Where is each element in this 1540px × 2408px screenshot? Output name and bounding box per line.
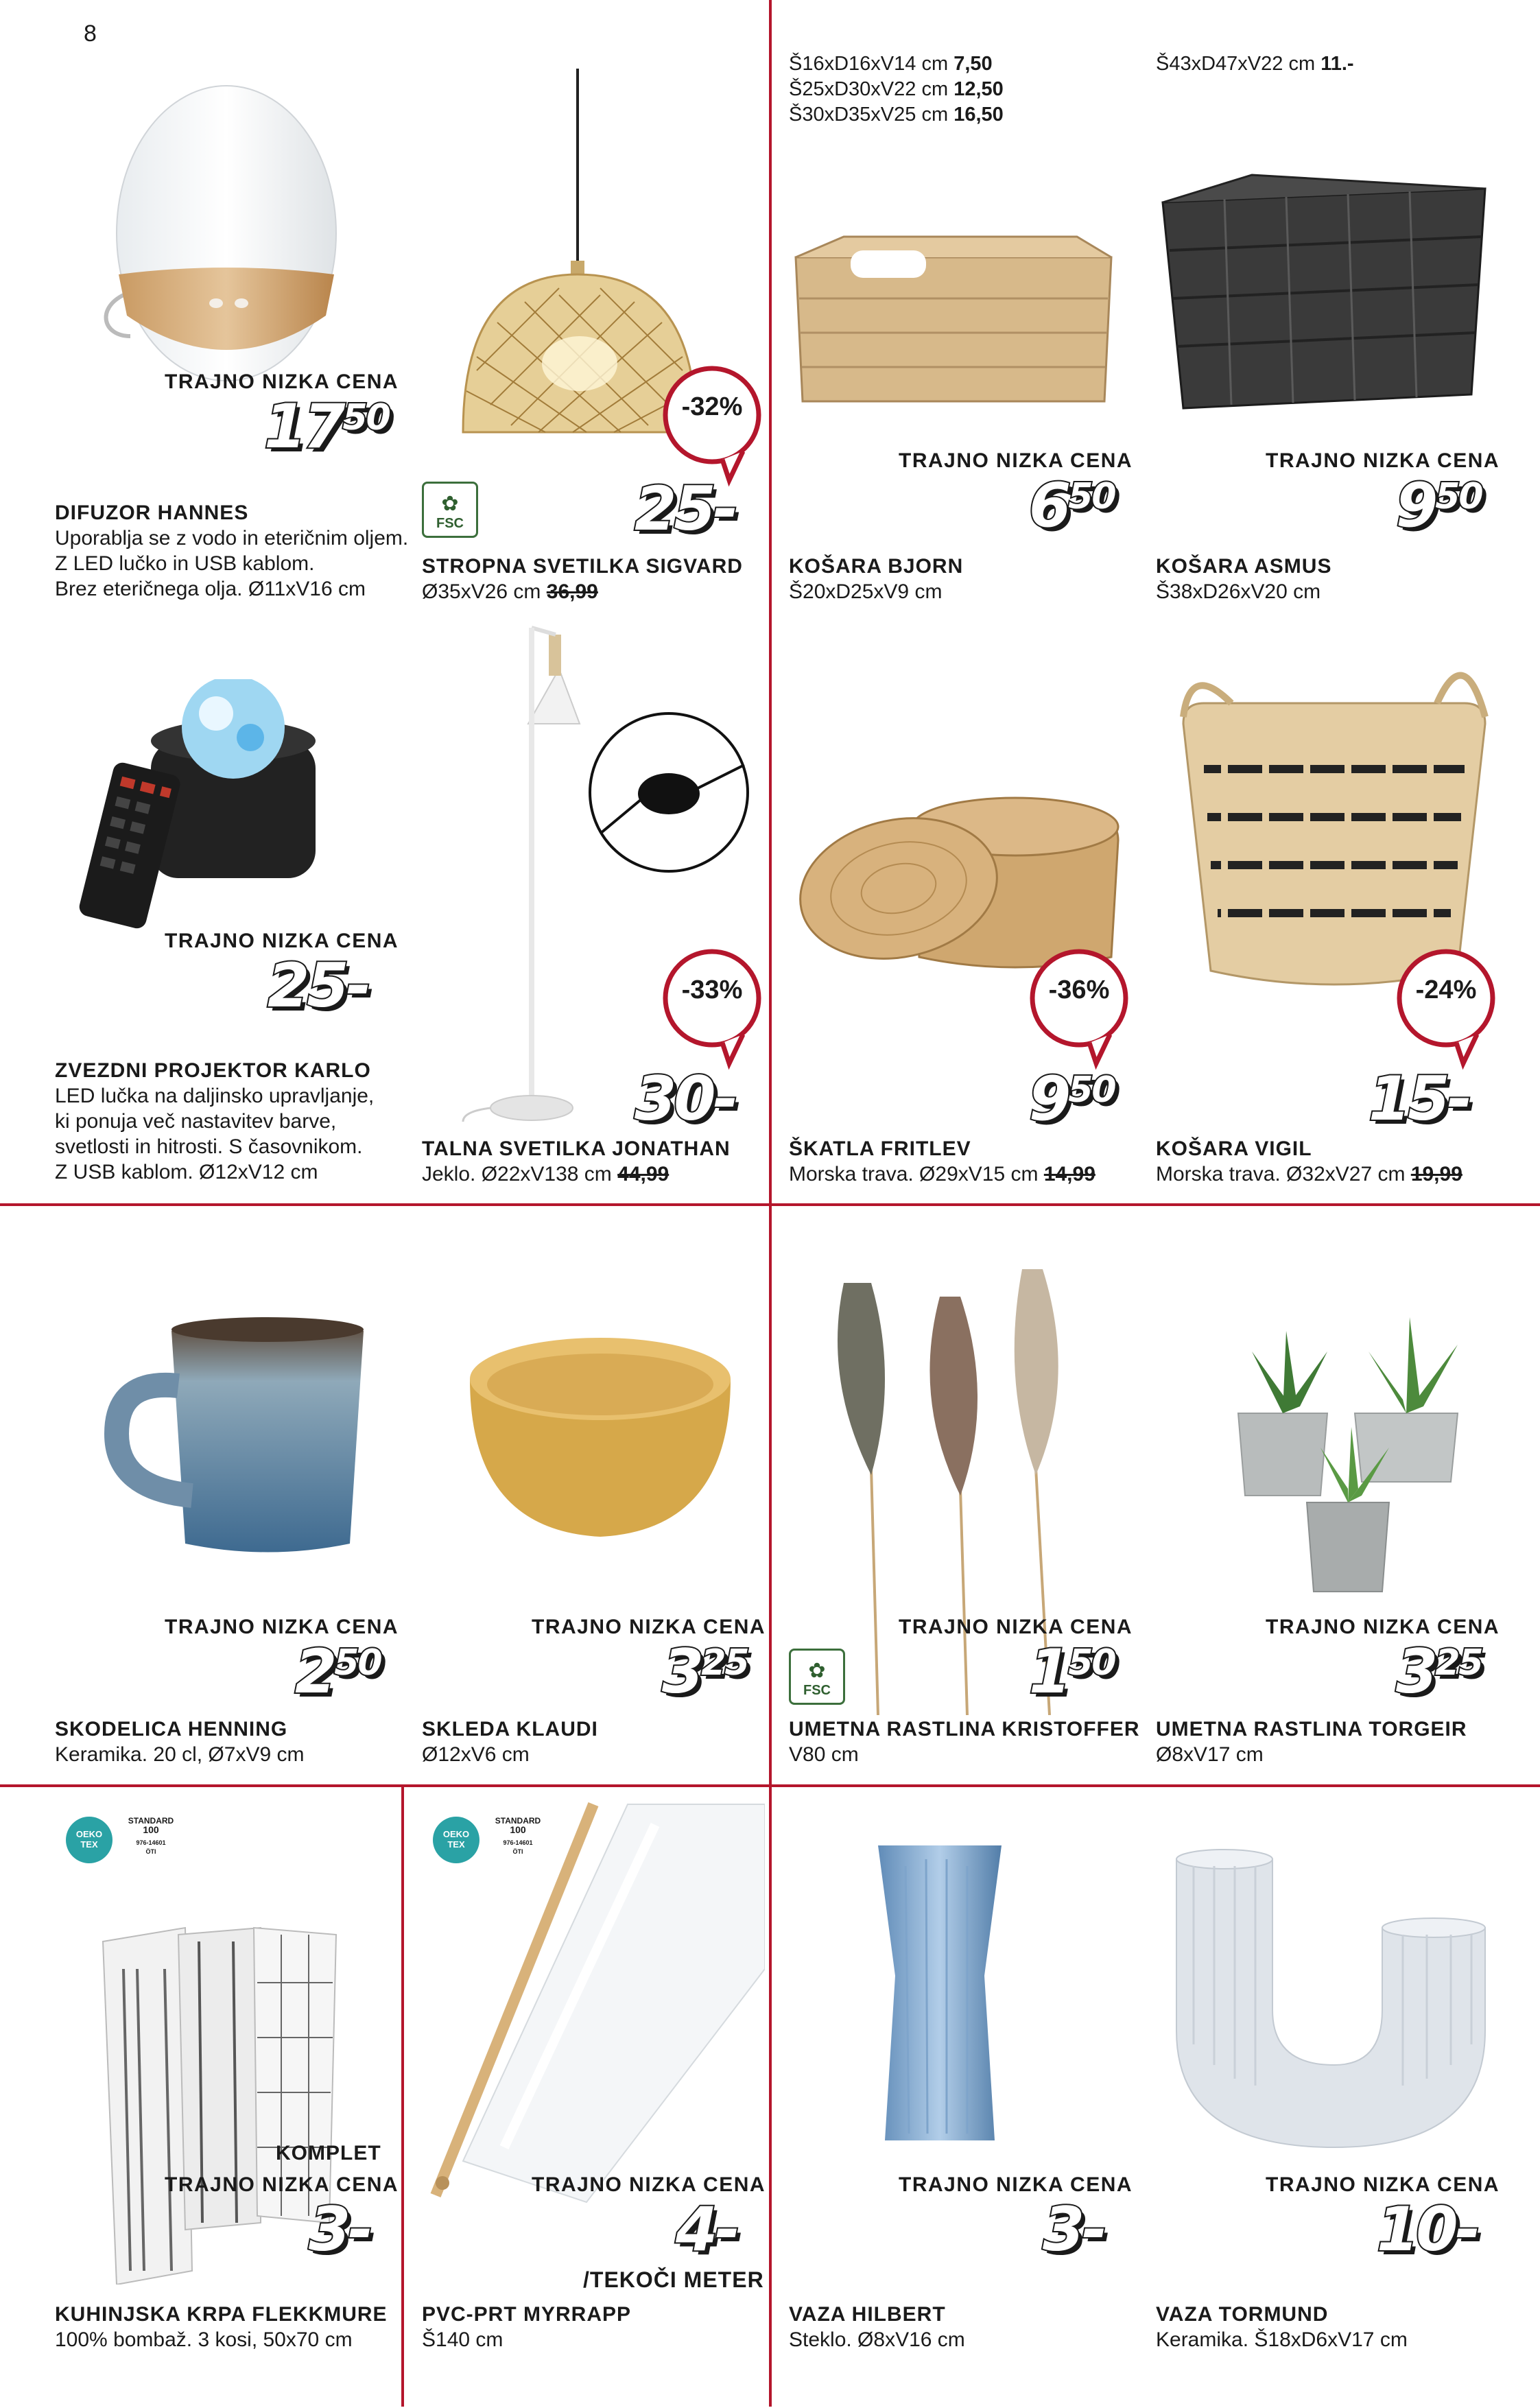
always-low-price-label: TRAJNO NIZKA CENA	[899, 2173, 1133, 2196]
size-price-list	[789, 51, 1004, 128]
product-desc: Morska trava. Ø29xV15 cm	[789, 1163, 1039, 1185]
basket-vigil-image	[1156, 614, 1513, 998]
product-torgeir	[1156, 1276, 1513, 1784]
price-main: 15	[1369, 1063, 1447, 1134]
price-cents: 50	[1068, 1642, 1115, 1684]
size-option	[1156, 51, 1354, 77]
price	[635, 1063, 738, 1134]
box-fritlev-image	[789, 614, 1146, 998]
price-cents: 50	[342, 397, 390, 438]
oeko-standard: STANDARD	[495, 1816, 541, 1826]
glass-vase-image	[864, 1839, 1015, 2154]
price-dash: -	[713, 1063, 738, 1134]
always-low-price-label: TRAJNO NIZKA CENA	[532, 1616, 766, 1638]
price	[1396, 1636, 1482, 1707]
size-price: 16,50	[953, 104, 1004, 126]
price-cents: 50	[334, 1642, 381, 1684]
discount-text: -32%	[681, 392, 743, 421]
discount-badge	[1028, 947, 1130, 1050]
unit-label: /TEKOČI METER	[583, 2267, 764, 2292]
product-name: KOŠARA VIGIL	[1156, 1137, 1312, 1160]
product-sigvard	[422, 62, 779, 611]
size-price: 11.-	[1320, 53, 1354, 75]
fsc-logo: ✿ FSC	[422, 482, 478, 538]
price-main: 25	[635, 473, 713, 544]
size-dims: Š16xD16xV14 cm	[789, 53, 949, 75]
product-name: VAZA TORMUND	[1156, 2303, 1329, 2326]
product-name: STROPNA SVETILKA SIGVARD	[422, 555, 743, 578]
price	[1043, 2194, 1107, 2265]
bowl-image	[422, 1303, 779, 1564]
price	[1029, 1063, 1115, 1134]
product-hannes	[55, 62, 412, 611]
product-karlo	[55, 679, 412, 1201]
oeko-num: 100	[143, 1824, 159, 1835]
product-tormund	[1156, 1811, 1513, 2408]
product-vigil	[1156, 614, 1513, 1204]
always-low-price-label: TRAJNO NIZKA CENA	[899, 1616, 1133, 1638]
product-name: UMETNA RASTLINA TORGEIR	[1156, 1718, 1467, 1740]
product-desc-line-1: Uporablja se z vodo in eteričnim oljem.	[55, 527, 409, 550]
oeko-code: 976-14601	[503, 1839, 533, 1846]
discount-badge	[661, 364, 763, 467]
price	[309, 2194, 373, 2265]
always-low-price-label: TRAJNO NIZKA CENA	[1266, 449, 1500, 472]
product-desc: Jeklo. Ø22xV138 cm	[422, 1163, 612, 1185]
product-desc-line-2: ki ponuja več nastavitev barve,	[55, 1110, 337, 1133]
always-low-price-label: TRAJNO NIZKA CENA	[1266, 1616, 1500, 1638]
product-desc: Keramika. 20 cl, Ø7xV9 cm	[55, 1743, 305, 1766]
star-projector-image	[55, 679, 412, 933]
price	[662, 1636, 748, 1707]
fsc-text: FSC	[803, 1683, 831, 1698]
always-low-price-label: TRAJNO NIZKA CENA	[532, 2173, 766, 2196]
always-low-price-label: TRAJNO NIZKA CENA	[165, 2173, 399, 2196]
always-low-price-label: TRAJNO NIZKA CENA	[165, 370, 399, 393]
price-dash: -	[1455, 2194, 1480, 2265]
price	[1369, 1063, 1472, 1134]
product-desc: Š38xD26xV20 cm	[1156, 580, 1321, 603]
product-name: UMETNA RASTLINA KRISTOFFER	[789, 1718, 1140, 1740]
price-dash: -	[346, 950, 371, 1021]
price-dash: -	[713, 473, 738, 544]
price-main: 9	[1029, 1063, 1069, 1134]
fsc-text: FSC	[436, 516, 464, 531]
always-low-price-label: TRAJNO NIZKA CENA	[899, 449, 1133, 472]
product-desc-line-3: Brez eteričnega olja. Ø11xV16 cm	[55, 578, 366, 600]
price-cents: 25	[701, 1642, 748, 1684]
price-main: 17	[264, 391, 343, 462]
size-dims: Š30xD35xV25 cm	[789, 104, 949, 126]
discount-badge	[661, 947, 763, 1050]
price	[1377, 2194, 1480, 2265]
oeko-tex-label	[62, 1811, 174, 1866]
product-name: KOŠARA ASMUS	[1156, 555, 1332, 578]
always-low-price-label: TRAJNO NIZKA CENA	[1266, 2173, 1500, 2196]
oeko-inst: ÖTI	[145, 1848, 156, 1855]
product-henning	[55, 1303, 412, 1784]
price-dash: -	[715, 2194, 740, 2265]
mug-image	[55, 1303, 412, 1564]
size-option	[789, 77, 1004, 102]
product-hilbert	[789, 1811, 1146, 2408]
product-desc: Ø35xV26 cm	[422, 580, 541, 603]
product-desc: Morska trava. Ø32xV27 cm	[1156, 1163, 1406, 1185]
product-desc: Keramika. Š18xD6xV17 cm	[1156, 2328, 1408, 2351]
product-name: VAZA HILBERT	[789, 2303, 946, 2326]
oeko-brand: OEKO TEX	[75, 1829, 103, 1850]
always-low-price-label: TRAJNO NIZKA CENA	[165, 1616, 399, 1638]
price-main: 6	[1029, 470, 1069, 541]
product-name: SKLEDA KLAUDI	[422, 1718, 598, 1740]
price-main: 30	[635, 1063, 713, 1134]
price-main: 3	[309, 2194, 348, 2265]
product-name: KUHINJSKA KRPA FLEKKMURE	[55, 2303, 388, 2326]
price-main: 2	[295, 1636, 335, 1707]
page-number: 8	[84, 21, 97, 47]
product-desc: V80 cm	[789, 1743, 859, 1766]
size-dims: Š25xD30xV22 cm	[789, 78, 949, 100]
oeko-standard: STANDARD	[128, 1816, 174, 1826]
price	[295, 1636, 381, 1707]
diffuser-image	[55, 62, 412, 384]
price-main: 25	[268, 950, 346, 1021]
discount-text: -24%	[1415, 976, 1477, 1004]
oeko-inst: ÖTI	[512, 1848, 523, 1855]
price-cents: 50	[1435, 476, 1482, 517]
size-price: 7,50	[953, 53, 993, 75]
always-low-price-label: TRAJNO NIZKA CENA	[165, 930, 399, 952]
price-cents: 25	[1435, 1642, 1482, 1684]
product-desc: Steklo. Ø8xV16 cm	[789, 2328, 965, 2351]
price-main: 10	[1377, 2194, 1456, 2265]
price-main: 3	[1043, 2194, 1082, 2265]
horizontal-divider-2	[0, 1784, 1540, 1787]
size-price: 12,50	[953, 78, 1004, 100]
product-fritlev	[789, 614, 1146, 1204]
product-flekkmure	[55, 1811, 398, 2408]
discount-badge	[1395, 947, 1497, 1050]
price	[676, 2194, 740, 2265]
price-cents: 50	[1068, 1070, 1115, 1111]
price-main: 9	[1396, 470, 1436, 541]
product-desc: 100% bombaž. 3 kosi, 50x70 cm	[55, 2328, 353, 2351]
discount-text: -36%	[1048, 976, 1110, 1004]
size-option	[789, 102, 1004, 128]
old-price: 44,99	[617, 1163, 670, 1185]
set-label: KOMPLET	[276, 2142, 381, 2164]
product-desc: Ø8xV17 cm	[1156, 1743, 1264, 1766]
price	[635, 473, 738, 544]
product-klaudi	[422, 1303, 779, 1784]
product-desc: Ø12xV6 cm	[422, 1743, 530, 1766]
artificial-plant-image	[1156, 1276, 1513, 1598]
price-main: 4	[676, 2194, 715, 2265]
price	[1396, 470, 1482, 541]
price-dash: -	[348, 2194, 373, 2265]
price-dash: -	[1447, 1063, 1472, 1134]
price-main: 3	[1396, 1636, 1436, 1707]
price-dash: -	[1082, 2194, 1107, 2265]
product-name: TALNA SVETILKA JONATHAN	[422, 1137, 731, 1160]
product-myrrapp	[422, 1811, 765, 2408]
basket-bjorn-image	[789, 230, 1118, 422]
size-dims: Š43xD47xV22 cm	[1156, 53, 1316, 75]
price-cents: 50	[1068, 476, 1115, 517]
price	[1029, 1636, 1115, 1707]
size-price-list	[1156, 51, 1354, 77]
price	[1029, 470, 1115, 541]
product-desc-line-1: LED lučka na daljinsko upravljanje,	[55, 1085, 375, 1107]
product-kristoffer	[789, 1242, 1146, 1784]
oeko-num: 100	[510, 1824, 526, 1835]
product-jonathan	[422, 614, 779, 1204]
product-desc-line-3: svetlosti in hitrosti. S časovnikom.	[55, 1135, 363, 1158]
old-price: 36,99	[546, 580, 598, 603]
price	[264, 391, 390, 462]
oeko-code: 976-14601	[136, 1839, 166, 1846]
oeko-brand: OEKO TEX	[442, 1829, 470, 1850]
fsc-logo: ✿ FSC	[789, 1649, 845, 1705]
product-desc-line-4: Z USB kablom. Ø12xV12 cm	[55, 1161, 318, 1183]
product-name: DIFUZOR HANNES	[55, 501, 249, 524]
product-desc: Š20xD25xV9 cm	[789, 580, 943, 603]
basket-asmus-image	[1156, 168, 1492, 415]
product-name: KOŠARA BJORN	[789, 555, 964, 578]
price-main: 3	[662, 1636, 702, 1707]
old-price: 14,99	[1043, 1163, 1095, 1185]
price	[268, 950, 371, 1021]
price-main: 1	[1029, 1636, 1069, 1707]
product-name: PVC-PRT MYRRAPP	[422, 2303, 632, 2326]
pvc-foil-roll-image	[422, 1791, 765, 2216]
product-desc: Š140 cm	[422, 2328, 504, 2351]
old-price: 19,99	[1410, 1163, 1462, 1185]
product-desc-line-2: Z LED lučko in USB kablom.	[55, 552, 315, 575]
product-bjorn	[789, 51, 1146, 614]
product-asmus	[1156, 51, 1513, 614]
size-option	[789, 51, 1004, 77]
product-name: ŠKATLA FRITLEV	[789, 1137, 971, 1160]
ceramic-vase-image	[1156, 1839, 1499, 2154]
product-name: SKODELICA HENNING	[55, 1718, 288, 1740]
discount-text: -33%	[681, 976, 743, 1004]
product-name: ZVEZDNI PROJEKTOR KARLO	[55, 1059, 371, 1082]
